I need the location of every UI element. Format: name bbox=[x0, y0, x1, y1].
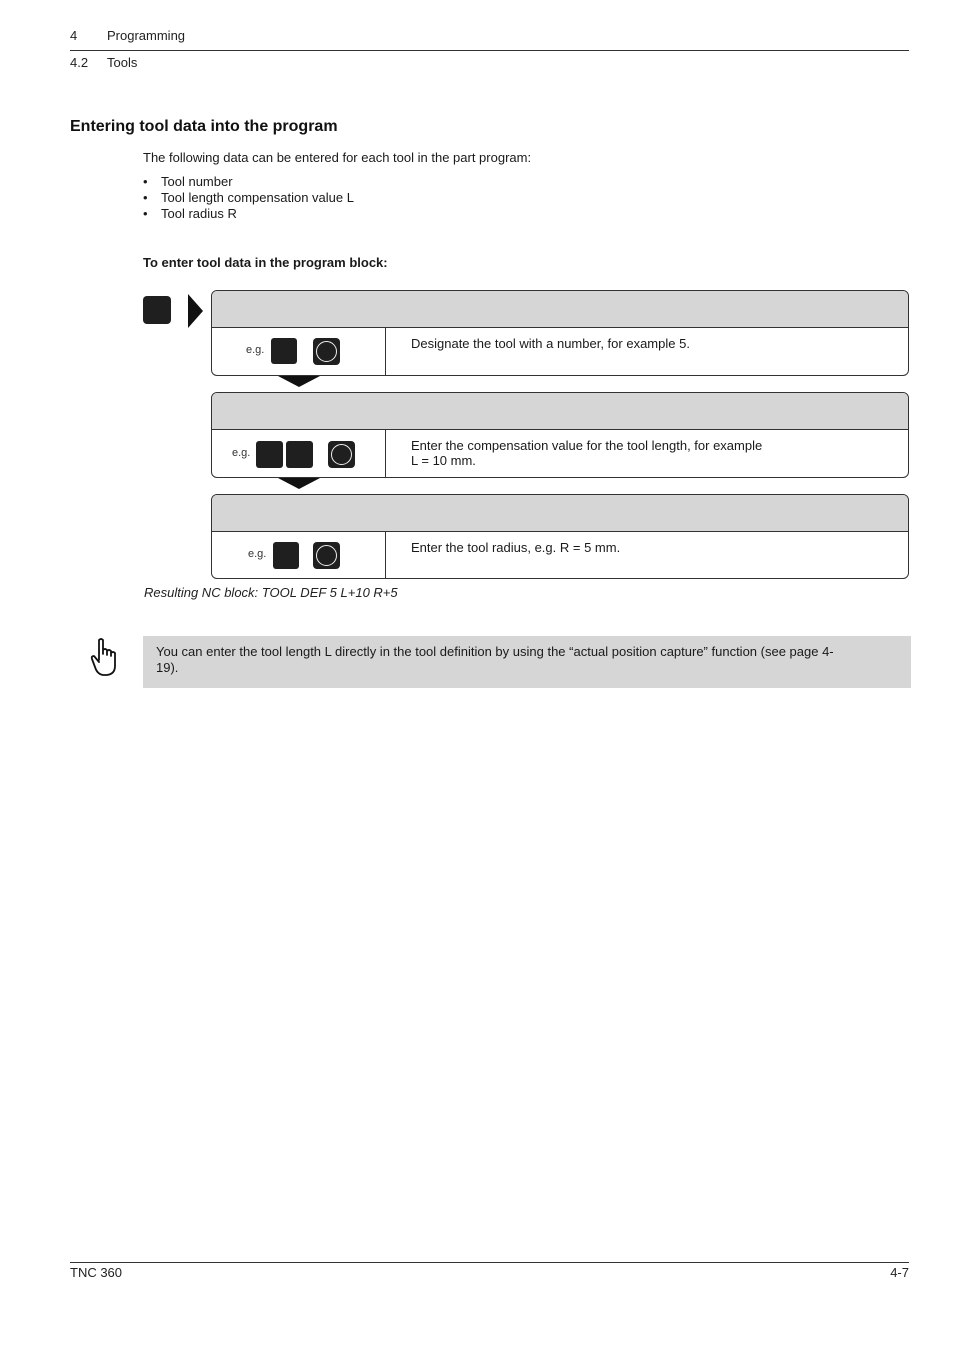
footer-rule bbox=[70, 1262, 909, 1263]
note-box: You can enter the tool length L directly in the tool definition by using the “actual position capture” function (see page 4-19). bbox=[143, 636, 911, 688]
dialog-band bbox=[212, 291, 908, 328]
tool-def-key-icon bbox=[143, 296, 171, 324]
tool-data-list bbox=[143, 174, 354, 222]
step-description: Enter the compensation value for the tool length, for example L = 10 mm. bbox=[411, 438, 763, 468]
resulting-nc-block: Resulting NC block: TOOL DEF 5 L+10 R+5 bbox=[144, 585, 398, 600]
key-sequence bbox=[212, 532, 386, 579]
eg-label: e.g. bbox=[248, 548, 267, 560]
step-tool-radius bbox=[211, 494, 909, 579]
step-description: Designate the tool with a number, for example 5. bbox=[411, 336, 690, 351]
dialog-band bbox=[212, 393, 908, 430]
header-section-number: 4.2 bbox=[70, 55, 89, 70]
arrow-right-icon bbox=[188, 294, 203, 328]
footer-product: TNC 360 bbox=[70, 1265, 123, 1280]
pointing-hand-icon bbox=[88, 638, 122, 678]
header-rule bbox=[70, 50, 909, 51]
step-description: Enter the tool radius, e.g. R = 5 mm. bbox=[411, 540, 621, 555]
digit-key-icon bbox=[273, 542, 299, 569]
header-chapter-title: Programming bbox=[107, 28, 186, 43]
eg-label: e.g. bbox=[232, 447, 251, 459]
header-chapter-number: 4 bbox=[70, 28, 78, 43]
key-sequence bbox=[212, 430, 386, 478]
arrow-down-icon bbox=[278, 376, 320, 387]
header-section-title: Tools bbox=[107, 55, 138, 70]
digit-key-icon bbox=[256, 441, 283, 468]
arrow-down-icon bbox=[278, 478, 320, 489]
step-tool-length bbox=[211, 392, 909, 478]
page-number: 4-7 bbox=[890, 1265, 909, 1280]
procedure-heading: To enter tool data in the program block: bbox=[143, 255, 388, 270]
enter-key-icon bbox=[313, 542, 340, 569]
dialog-band bbox=[212, 495, 908, 532]
key-sequence bbox=[212, 328, 386, 376]
list-item: • Tool length compensation value L bbox=[143, 190, 354, 206]
digit-key-icon bbox=[286, 441, 313, 468]
enter-key-icon bbox=[313, 338, 340, 365]
eg-label: e.g. bbox=[246, 344, 265, 356]
page-title: Entering tool data into the program bbox=[70, 118, 338, 135]
list-item: • Tool number bbox=[143, 174, 354, 190]
digit-key-icon bbox=[271, 338, 297, 364]
enter-key-icon bbox=[328, 441, 355, 468]
list-item: • Tool radius R bbox=[143, 206, 354, 222]
intro-text: The following data can be entered for each tool in the part program: bbox=[143, 150, 532, 165]
step-tool-number bbox=[211, 290, 909, 376]
